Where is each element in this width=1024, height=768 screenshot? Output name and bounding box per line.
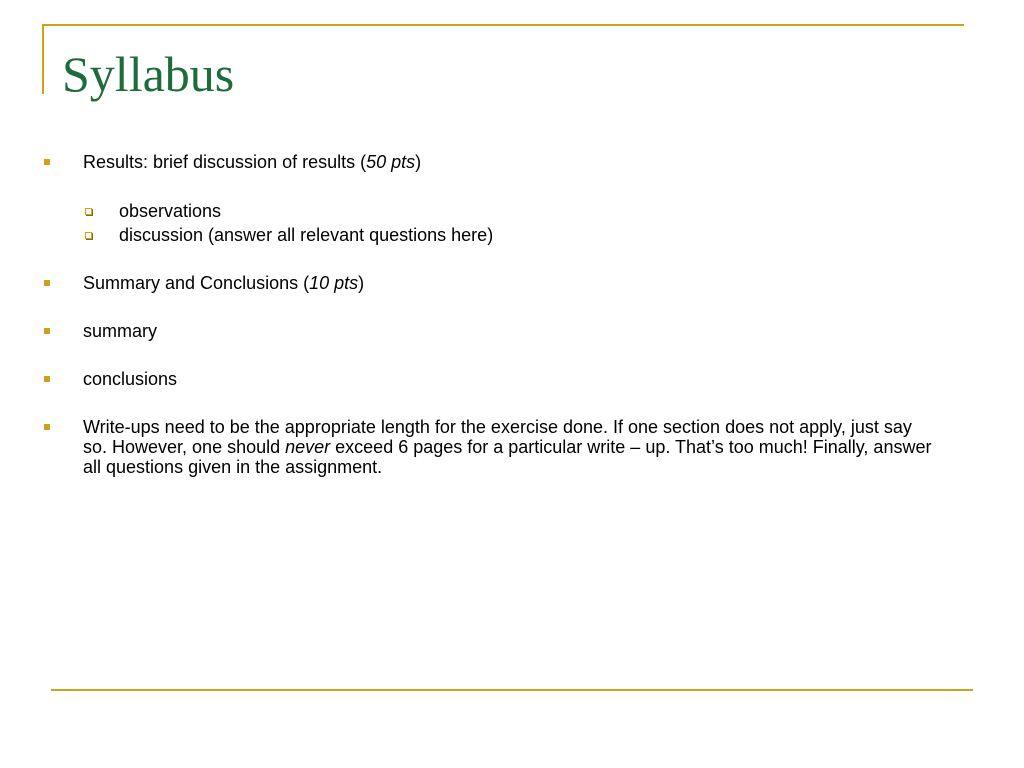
sub-item-discussion <box>83 225 940 245</box>
list-item-results <box>40 152 940 245</box>
square-bullet-icon <box>44 280 50 286</box>
item-text: summary <box>83 321 158 341</box>
bottom-rule <box>51 689 973 691</box>
sub-item-label: discussion (answer all relevant questions here) <box>119 225 494 245</box>
list-item-summary-conclusions <box>40 273 940 293</box>
item-text-post: exceed 6 pages for a particular write – up. That’s too much! Finally, answer all questions given in the assignment. <box>83 437 932 477</box>
sub-bullet-list <box>83 201 940 245</box>
left-rule <box>42 24 44 94</box>
list-item-conclusions <box>40 369 940 389</box>
sub-item-label: observations <box>119 201 222 221</box>
sub-item-observations <box>83 201 940 221</box>
item-text: conclusions <box>83 369 178 389</box>
square-bullet-icon <box>44 424 50 430</box>
list-item-summary <box>40 321 940 341</box>
slide-title: Syllabus <box>62 46 235 102</box>
item-text-points: 50 pts <box>366 152 416 172</box>
item-text-emphasis: never <box>285 437 331 457</box>
square-bullet-icon <box>44 328 50 334</box>
hollow-square-bullet-icon <box>85 232 92 239</box>
item-text-points: 10 pts <box>309 273 359 293</box>
bullet-list <box>40 152 940 477</box>
square-bullet-icon <box>44 159 50 165</box>
square-bullet-icon <box>44 376 50 382</box>
top-rule <box>42 24 964 26</box>
item-text-pre: Summary and Conclusions ( <box>83 273 310 293</box>
item-text-post: ) <box>358 273 365 293</box>
item-text-post: ) <box>415 152 422 172</box>
item-text-pre: Write-ups need to be the appropriate length for the exercise done. If one section does not apply, just say so. However, one should <box>83 417 912 457</box>
item-text-pre: Results: brief discussion of results ( <box>83 152 367 172</box>
hollow-square-bullet-icon <box>85 208 92 215</box>
list-item-write-ups <box>40 417 940 477</box>
slide-content <box>40 152 940 505</box>
